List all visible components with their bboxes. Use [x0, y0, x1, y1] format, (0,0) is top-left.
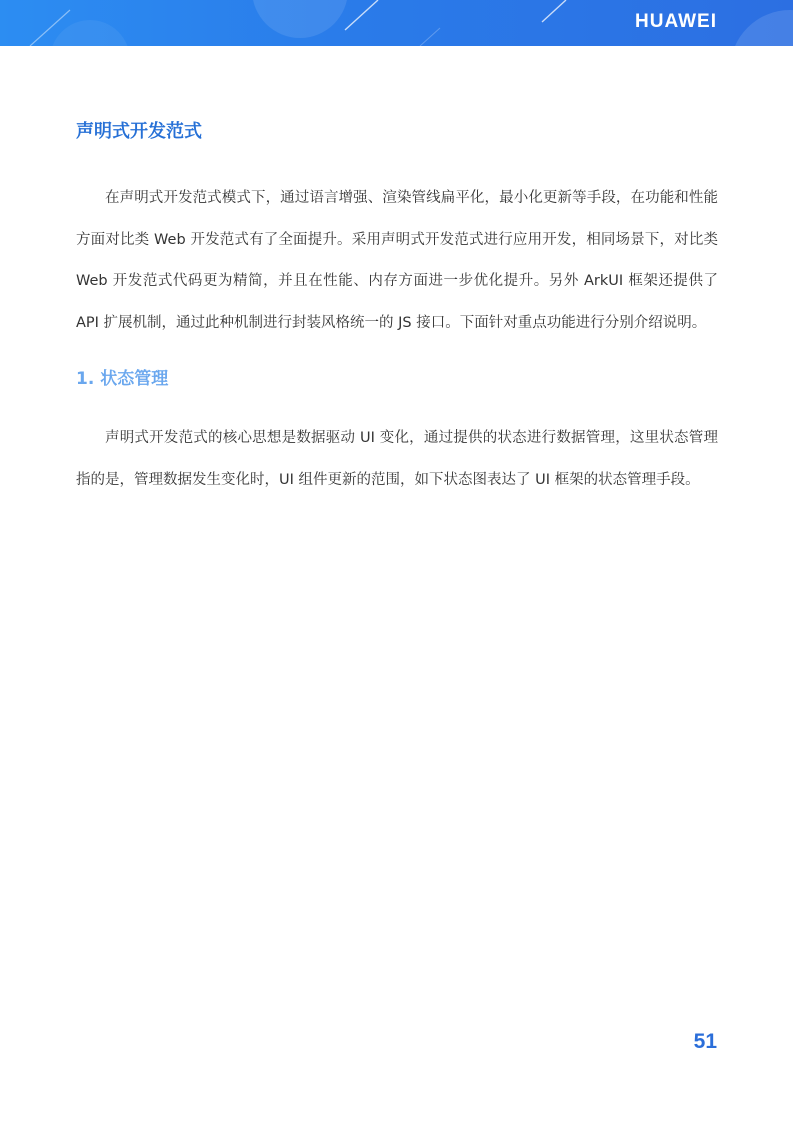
state-management-paragraph: 声明式开发范式的核心思想是数据驱动 UI 变化，通过提供的状态进行数据管理，这里状态管理指的是，管理数据发生变化时，UI 组件更新的范围，如下状态图表达了 UI 框架的状态管理手段。: [76, 430, 718, 488]
huawei-logo-text: HUAWEI: [635, 11, 717, 32]
subsection-title: 1. 状态管理: [76, 369, 169, 389]
page-number: 51: [693, 1030, 717, 1053]
section-title: 声明式开发范式: [76, 121, 202, 142]
page-content: [76, 118, 718, 501]
header-band: [0, 0, 793, 46]
intro-paragraph: 在声明式开发范式模式下，通过语言增强、渲染管线扁平化，最小化更新等手段，在功能和性能方面对比类 Web 开发范式有了全面提升。采用声明式开发范式进行应用开发，相同场景下，对比类 Web 开发范式代码更为精简，并且在性能、内存方面进一步优化提升。另外 ArkUI 框架还提供了 API 扩展机制，通过此种机制进行封装风格统一的 JS 接口。下面针对重点功能进行分别介绍说明。: [76, 190, 718, 331]
